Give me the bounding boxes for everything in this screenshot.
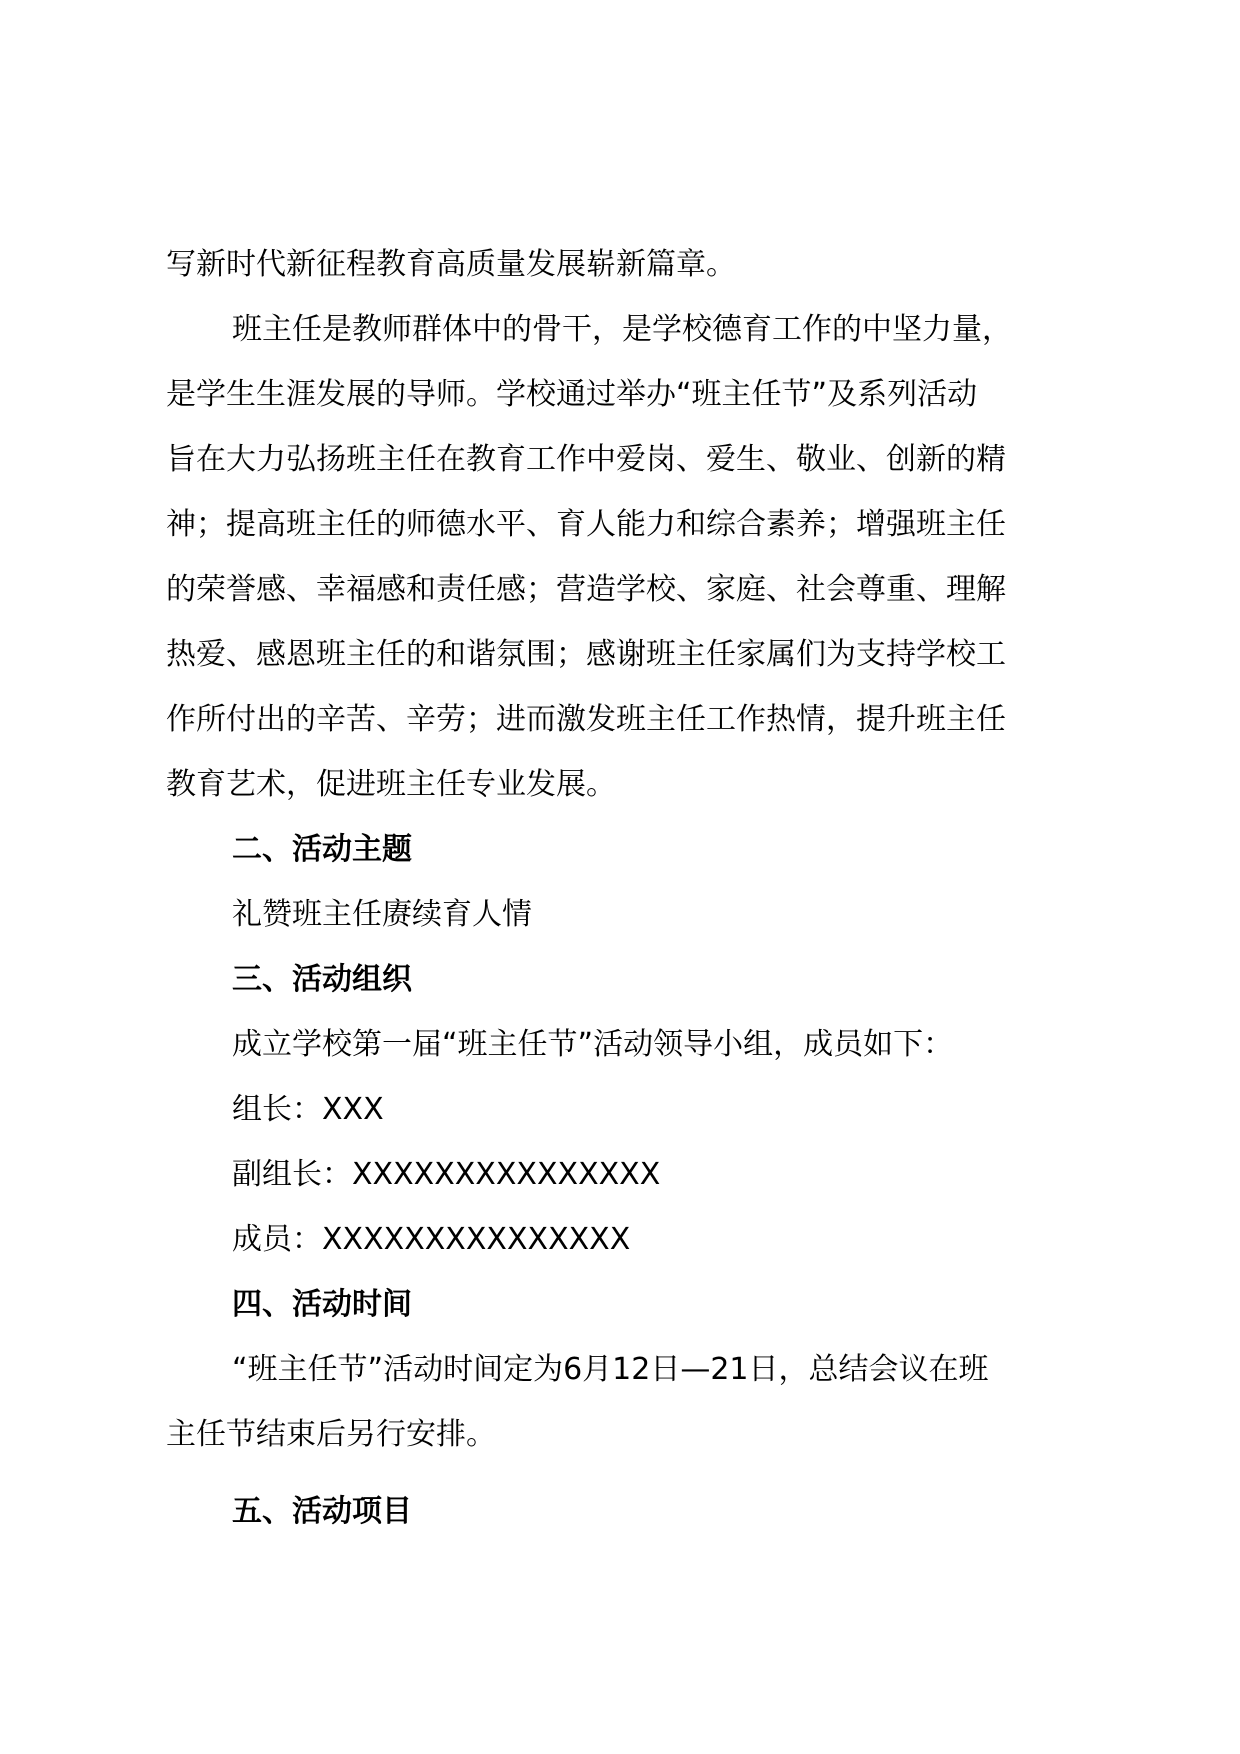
paragraph bbox=[166, 232, 1096, 297]
spacer bbox=[166, 1467, 1096, 1479]
paragraph-line: 是学生生涯发展的导师。学校通过举办“班主任节”及系列活动 bbox=[166, 377, 978, 412]
paragraph-line: 主任节结束后另行安排。 bbox=[166, 1417, 496, 1452]
paragraph-line: 旨在大力弘扬班主任在教育工作中爱岗、爱生、敬业、创新的精 bbox=[166, 442, 1006, 477]
paragraph-line: 作所付出的辛苦、辛劳；进而激发班主任工作热情，提升班主任 bbox=[166, 702, 1006, 737]
paragraph-line: 写新时代新征程教育高质量发展崭新篇章。 bbox=[166, 247, 736, 282]
group-members: 成员：XXXXXXXXXXXXXXX bbox=[232, 1222, 631, 1257]
paragraph-line: 的荣誉感、幸福感和责任感；营造学校、家庭、社会尊重、理解 bbox=[166, 572, 1006, 607]
group-leader: 组长：XXX bbox=[232, 1092, 384, 1127]
organization-intro: 成立学校第一届“班主任节”活动领导小组，成员如下： bbox=[232, 1027, 954, 1062]
paragraph-line: 神；提高班主任的师德水平、育人能力和综合素养；增强班主任 bbox=[166, 507, 1006, 542]
section-heading: 二、活动主题 bbox=[232, 832, 412, 867]
document-body bbox=[166, 232, 1096, 1544]
paragraph bbox=[166, 297, 1096, 817]
paragraph bbox=[166, 1337, 1096, 1467]
paragraph-line: 班主任是教师群体中的骨干，是学校德育工作的中坚力量， bbox=[232, 312, 1012, 347]
activity-theme: 礼赞班主任赓续育人情 bbox=[232, 897, 532, 932]
paragraph-line: 教育艺术，促进班主任专业发展。 bbox=[166, 767, 616, 802]
paragraph-line: 热爱、感恩班主任的和谐氛围；感谢班主任家属们为支持学校工 bbox=[166, 637, 1006, 672]
section-heading: 四、活动时间 bbox=[232, 1287, 412, 1322]
section-heading: 五、活动项目 bbox=[232, 1494, 412, 1529]
deputy-leader: 副组长：XXXXXXXXXXXXXXX bbox=[232, 1157, 661, 1192]
section-heading: 三、活动组织 bbox=[232, 962, 412, 997]
paragraph-line: “班主任节”活动时间定为6月12日—21日，总结会议在班 bbox=[232, 1352, 989, 1387]
